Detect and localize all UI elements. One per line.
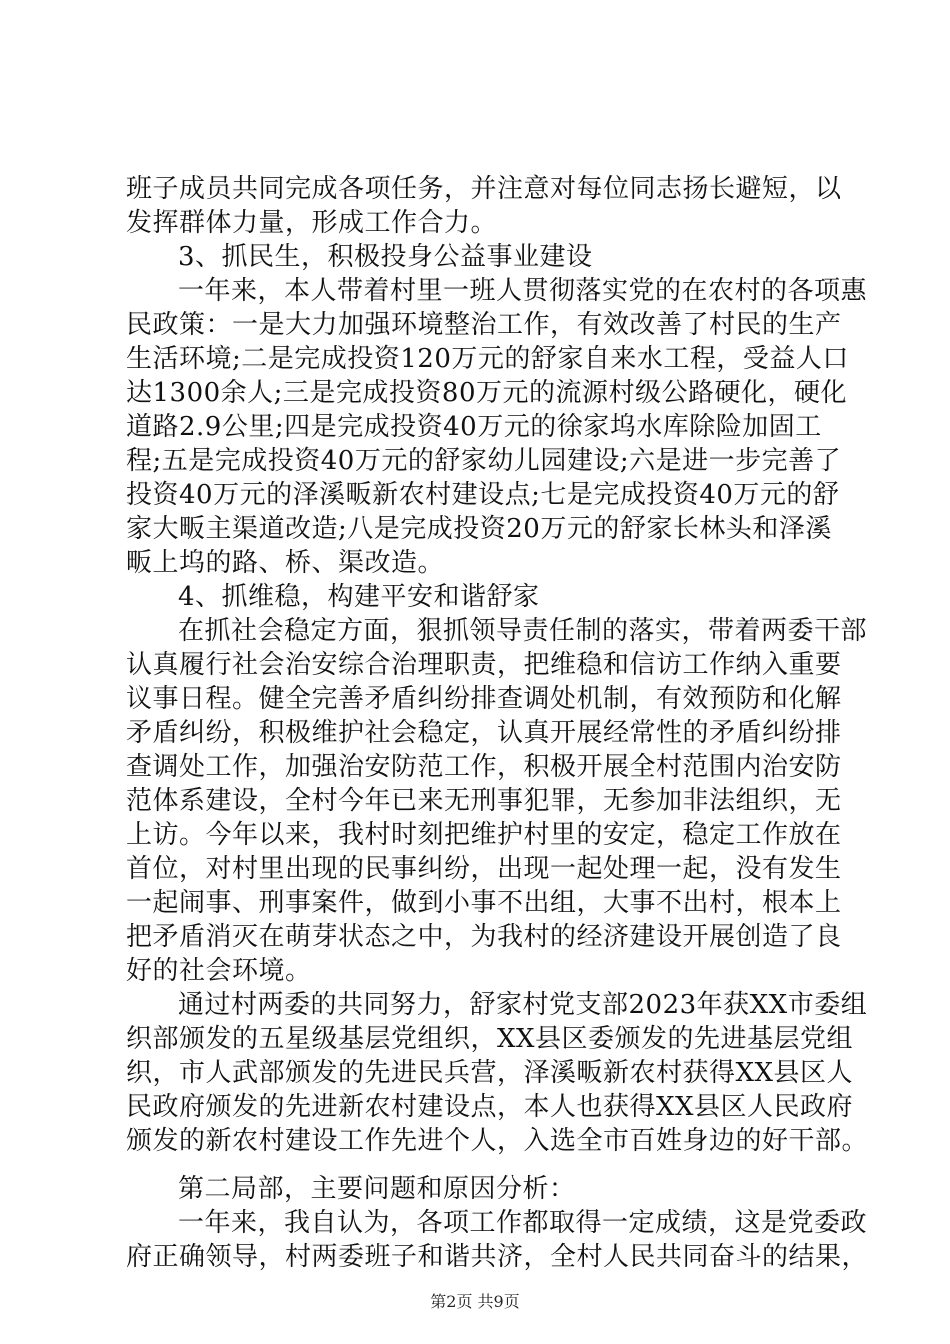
text-line: 矛盾纠纷，积极维护社会稳定，认真开展经常性的矛盾纠纷排: [126, 718, 842, 748]
text-line: 府正确领导，村两委班子和谐共济，全村人民共同奋斗的结果，: [126, 1242, 869, 1272]
text-line: 通过村两委的共同努力，舒家村党支部2023年获XX市委组: [178, 990, 868, 1020]
text-line: 颁发的新农村建设工作先进个人，入选全市百姓身边的好干部。: [126, 1126, 869, 1156]
text-line: 畈上坞的路、桥、渠改造。: [126, 548, 445, 578]
text-line: 上访。今年以来，我村时刻把维护村里的安定，稳定工作放在: [126, 820, 842, 850]
text-line: 投资40万元的泽溪畈新农村建设点;七是完成投资40万元的舒: [126, 480, 840, 510]
text-line: 程;五是完成投资40万元的舒家幼儿园建设;六是进一步完善了: [126, 446, 842, 476]
section-heading: 第二局部，主要问题和原因分析：: [178, 1174, 576, 1204]
text-line: 班子成员共同完成各项任务，并注意对每位同志扬长避短，以: [126, 174, 842, 204]
text-line: 一年来，我自认为，各项工作都取得一定成绩，这是党委政: [178, 1208, 868, 1238]
text-line: 把矛盾消灭在萌芽状态之中，为我村的经济建设开展创造了良: [126, 922, 842, 952]
text-line: 发挥群体力量，形成工作合力。: [126, 208, 498, 238]
text-line: 达1300余人;三是完成投资80万元的流源村级公路硬化，硬化: [126, 378, 848, 408]
text-line: 家大畈主渠道改造;八是完成投资20万元的舒家长林头和泽溪: [126, 514, 832, 544]
text-line: 道路2.9公里;四是完成投资40万元的徐家坞水库除险加固工: [126, 412, 822, 442]
text-line: 首位，对村里出现的民事纠纷，出现一起处理一起，没有发生: [126, 854, 842, 884]
text-line: 织部颁发的五星级基层党组织，XX县区委颁发的先进基层党组: [126, 1024, 854, 1054]
text-line: 民政策：一是大力加强环境整治工作，有效改善了村民的生产: [126, 310, 842, 340]
text-line: 范体系建设，全村今年已来无刑事犯罪，无参加非法组织，无: [126, 786, 842, 816]
text-line: 议事日程。健全完善矛盾纠纷排查调处机制，有效预防和化解: [126, 684, 842, 714]
text-line: 好的社会环境。: [126, 956, 312, 986]
page-footer: 第2页 共9页: [430, 1292, 520, 1311]
text-line: 织，市人武部颁发的先进民兵营，泽溪畈新农村获得XX县区人: [126, 1058, 854, 1088]
text-line: 生活环境;二是完成投资120万元的舒家自来水工程，受益人口: [126, 344, 849, 374]
text-line: 民政府颁发的先进新农村建设点，本人也获得XX县区人民政府: [126, 1092, 854, 1122]
text-line: 查调处工作，加强治安防范工作，积极开展全村范围内治安防: [126, 752, 842, 782]
text-line: 一年来，本人带着村里一班人贯彻落实党的在农村的各项惠: [178, 276, 868, 306]
section-heading: 3、抓民生，积极投身公益事业建设: [178, 242, 593, 272]
section-heading: 4、抓维稳，构建平安和谐舒家: [178, 582, 540, 612]
text-line: 一起闹事、刑事案件，做到小事不出组，大事不出村，根本上: [126, 888, 842, 918]
text-line: 认真履行社会治安综合治理职责，把维稳和信访工作纳入重要: [126, 650, 842, 680]
text-line: 在抓社会稳定方面，狠抓领导责任制的落实，带着两委干部: [178, 616, 868, 646]
